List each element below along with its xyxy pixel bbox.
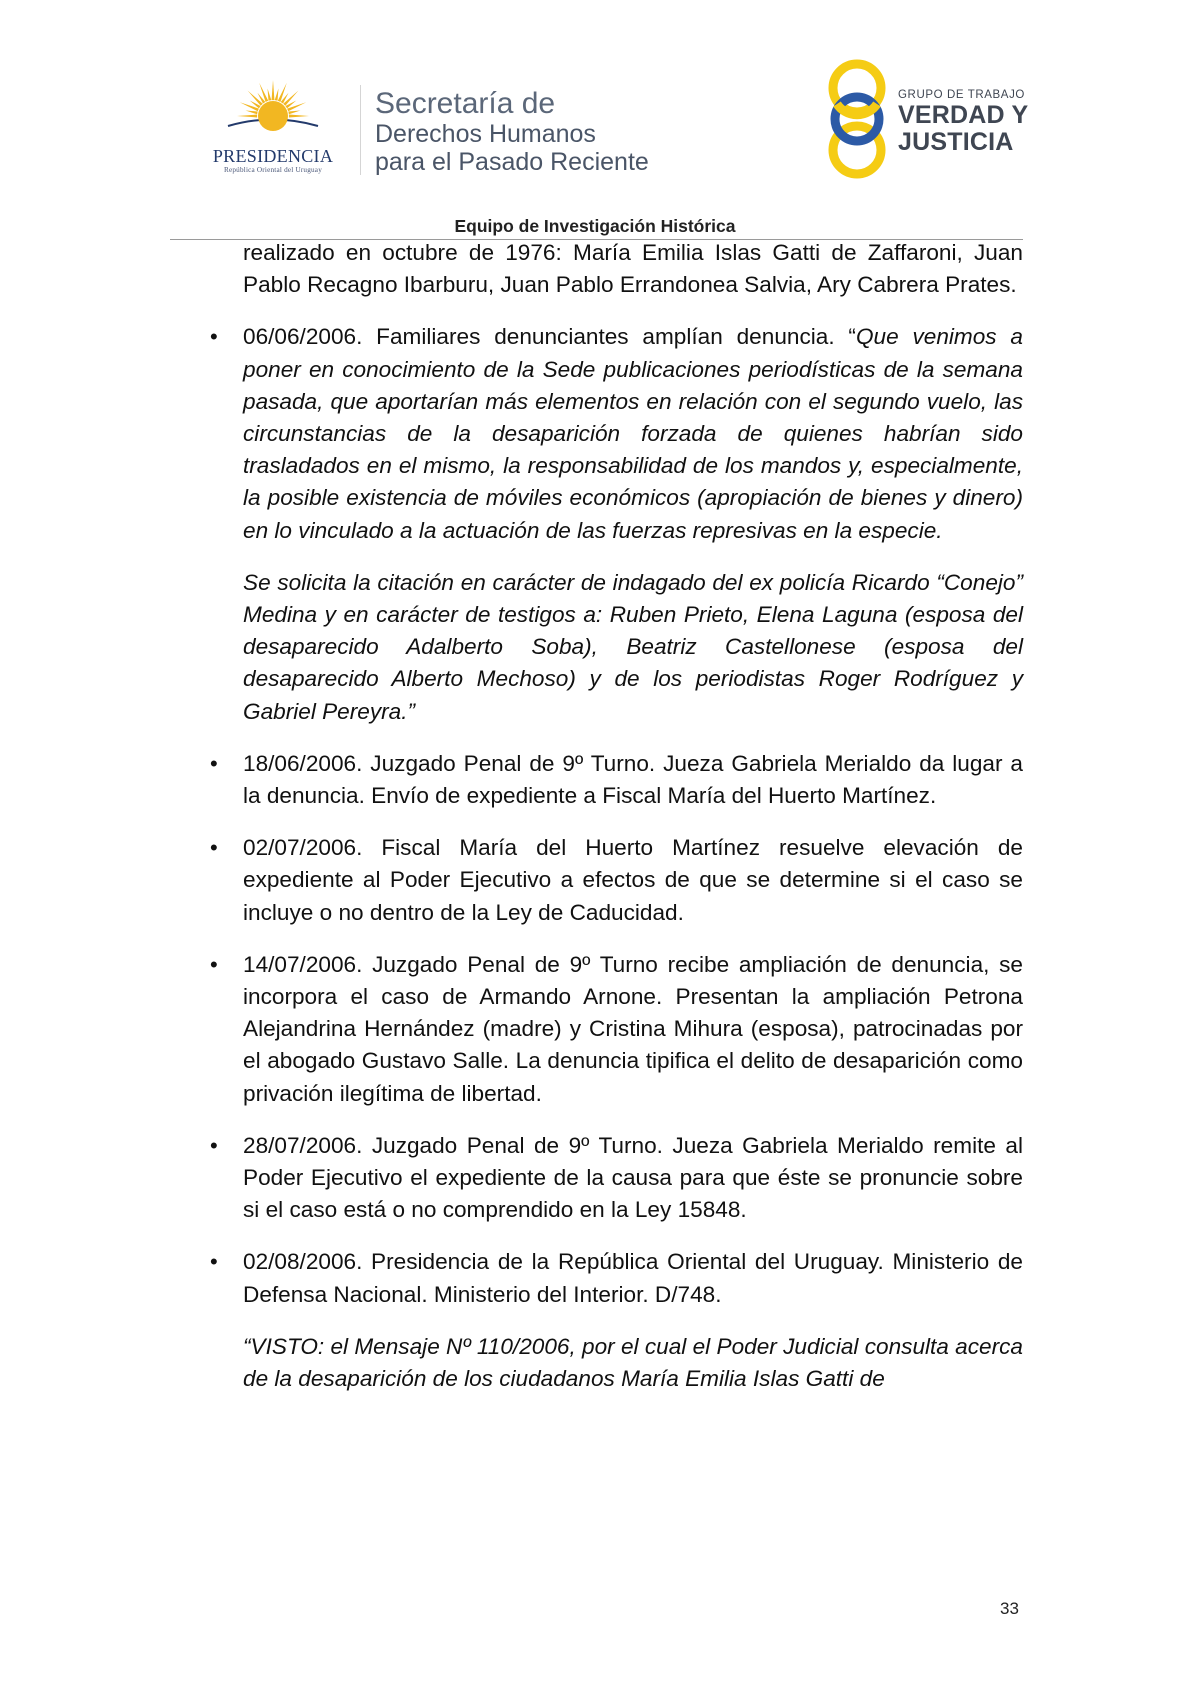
section-title: Equipo de Investigación Histórica <box>454 216 736 236</box>
paragraph-text: 02/07/2006. Fiscal María del Huerto Martínez resuelve elevación de expediente al Poder Ejecutivo a efectos de que se determine si el caso se incluye o no dentro de la Ley de Caducidad. <box>243 835 1023 925</box>
list-item <box>210 1130 1023 1227</box>
sun-ray <box>272 80 275 100</box>
presidencia-subtitle: República Oriental del Uruguay <box>223 166 322 174</box>
bullet-icon: • <box>210 1249 218 1275</box>
bullet-icon: • <box>210 750 218 776</box>
grupo-line2: VERDAD Y <box>898 101 1029 129</box>
sun-ray <box>288 111 300 115</box>
verdad-justicia-rings-logo <box>820 58 895 180</box>
sun-ray <box>278 83 287 102</box>
bullet-icon: • <box>210 951 218 977</box>
bullet-icon: • <box>210 1132 218 1158</box>
sun-ray <box>246 111 258 115</box>
paragraph-text: 06/06/2006. Familiares denunciantes amplían denuncia. “ <box>243 324 856 350</box>
sun-ray <box>268 89 272 101</box>
sun-ray <box>237 115 257 118</box>
secretaria-line1: Secretaría de <box>375 87 556 120</box>
sun-ray <box>287 102 306 111</box>
paragraph-text: 28/07/2006. Juzgado Penal de 9º Turno. Jueza Gabriela Merialdo remite al Poder Ejecutivo el expediente de la causa para que éste se pronuncie sobre si el caso está o no comprendido en la Ley 15848. <box>243 1132 1023 1223</box>
list-item <box>210 321 1023 546</box>
quoted-paragraph <box>243 567 1023 728</box>
quoted-text: “VISTO: el Mensaje Nº 110/2006, por el cual el Poder Judicial consulta acerca de la desaparición de los ciudadanos María Emilia Islas Gatti de <box>243 1333 1023 1392</box>
grupo-line1: GRUPO DE TRABAJO <box>898 89 1025 101</box>
paragraph-text: 18/06/2006. Juzgado Penal de 9º Turno. Jueza Gabriela Merialdo da lugar a la denuncia. Envío de expediente a Fiscal María del Huerto Martínez. <box>243 750 1023 809</box>
quoted-paragraph <box>243 1331 1023 1395</box>
paragraph-continuation <box>243 237 1023 301</box>
list-item <box>210 832 1023 929</box>
list-item <box>210 748 1023 812</box>
paragraph-text: 02/08/2006. Presidencia de la República Oriental del Uruguay. Ministerio de Defensa Nacional. Ministerio del Interior. D/748. <box>243 1249 1023 1307</box>
grupo-line3: JUSTICIA <box>898 128 1014 156</box>
sun-ray <box>275 89 279 101</box>
sun-ray <box>240 102 259 111</box>
header-divider <box>360 85 361 175</box>
quoted-text: Que venimos a poner en conocimiento de la Sede publicaciones periodísticas de la semana pasada, que aportarían más elementos en relación con el segundo vuelo, las circunstancias de la desaparición forzada de quienes habrían sido trasladados en el mismo, la responsabilidad de los mandos y, especialmente, la posible existencia de móviles económicos (apropiación de bienes y dinero) en lo vinculado a la actuación de las fuerzas represivas en la especie. <box>243 324 1023 543</box>
secretaria-line2: Derechos Humanos <box>375 120 596 148</box>
paragraph-text: 14/07/2006. Juzgado Penal de 9º Turno recibe ampliación de denuncia, se incorpora el caso de Armando Arnone. Presentan la ampliación Petrona Alejandrina Hernández (madre) y Cristina Mihura (esposa), patrocinadas por el abogado Gustavo Salle. La denuncia tipifica el delito de desaparición como privación ilegítima de libertad. <box>243 951 1023 1106</box>
list-item <box>210 949 1023 1110</box>
sun-ray <box>289 115 309 118</box>
quoted-text: Se solicita la citación en carácter de indagado del ex policía Ricardo “Conejo” Medina y en carácter de testigos a: Ruben Prieto, Elena Laguna (esposa del desaparecido Adalberto Soba), Beatriz Castellonese (esposa del desaparecido Alberto Mechoso) y de los periodistas Roger Rodríguez y Gabriel Pereyra.” <box>243 569 1023 724</box>
sun-ray <box>259 83 268 102</box>
document-body <box>210 237 1023 1395</box>
list-item <box>210 1246 1023 1310</box>
grupo-trabajo-text <box>898 88 1028 156</box>
paragraph-text: realizado en octubre de 1976: María Emilia Islas Gatti de Zaffaroni, Juan Pablo Recagno Ibarburu, Juan Pablo Errandonea Salvia, Ary Cabrera Prates. <box>243 240 1023 298</box>
bullet-icon: • <box>210 835 218 861</box>
secretaria-line3: para el Pasado Reciente <box>375 148 649 176</box>
secretaria-logo-text <box>375 88 649 176</box>
bullet-icon: • <box>210 324 218 350</box>
page-header <box>0 0 1190 250</box>
presidencia-name: PRESIDENCIA <box>212 146 334 166</box>
page-number: 33 <box>1000 1599 1019 1618</box>
